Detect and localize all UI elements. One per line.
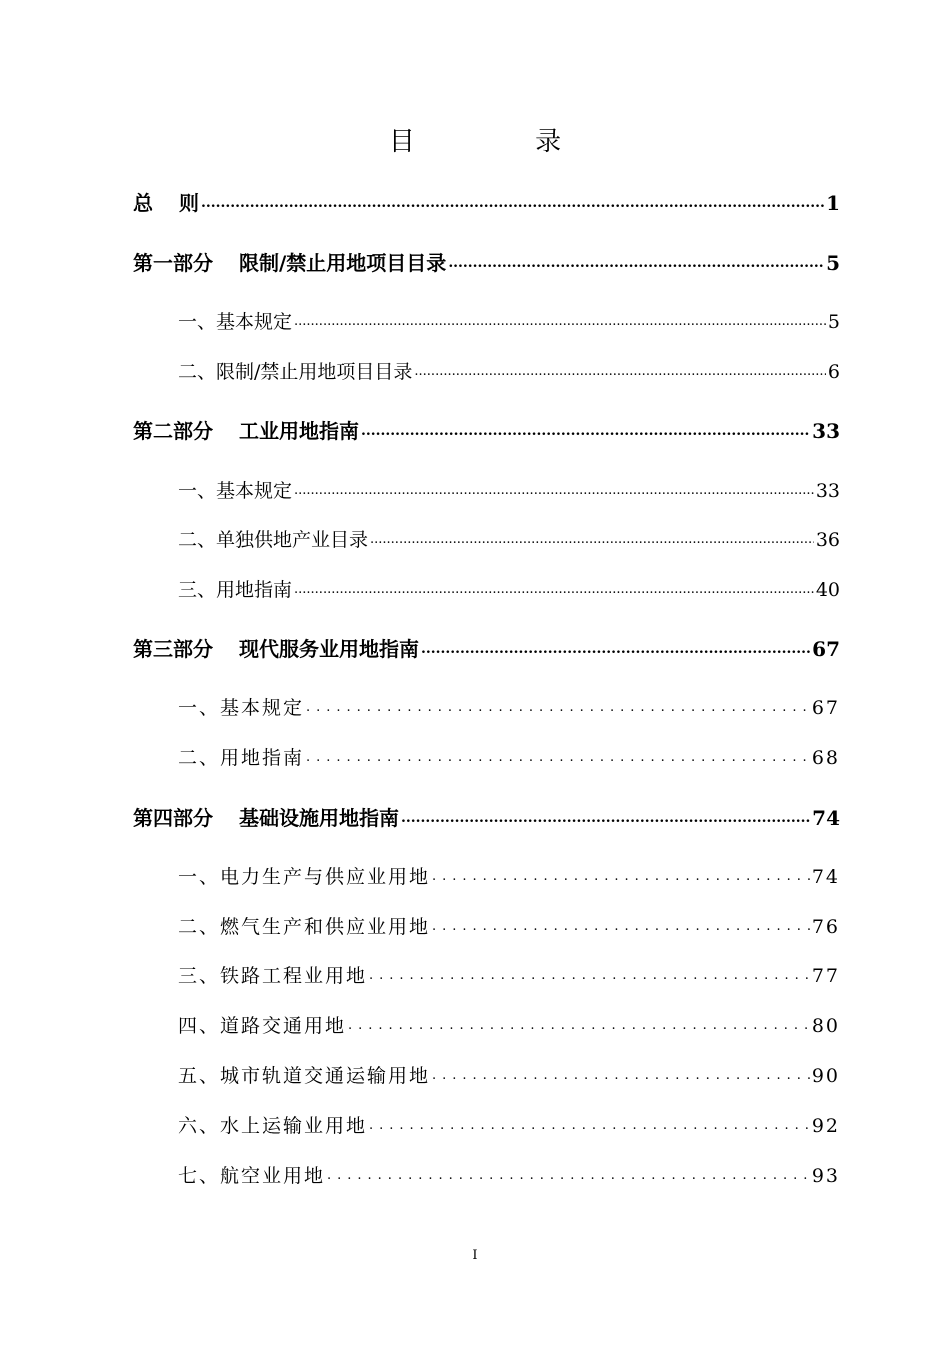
toc-leader — [369, 1111, 810, 1141]
toc-entry-part3-guide[interactable] — [178, 743, 840, 773]
toc-entry-part2[interactable] — [133, 416, 840, 446]
toc-entry-page: 92 — [811, 1115, 840, 1137]
toc-entry-label: 一、基本规定 — [178, 480, 293, 502]
toc-entry-label: 二、单独供地产业目录 — [178, 529, 369, 551]
toc-entry-page: 5 — [827, 311, 840, 333]
toc-entry-label: 五、城市轨道交通运输用地 — [178, 1065, 431, 1087]
toc-entry-part4-water[interactable] — [178, 1111, 840, 1141]
toc-entry-label: 三、用地指南 — [178, 579, 293, 601]
toc-entry-part3[interactable] — [133, 634, 840, 664]
toc-entry-page: 5 — [826, 251, 840, 275]
toc-leader — [294, 307, 826, 337]
toc-entry-part4-gas[interactable] — [178, 912, 840, 942]
toc-entry-label: 第四部分 基础设施用地指南 — [133, 806, 399, 830]
toc-entry-part4[interactable] — [133, 803, 840, 833]
toc-entry-label: 二、用地指南 — [178, 747, 305, 769]
toc-leader — [414, 357, 826, 387]
toc-entry-page: 68 — [811, 747, 840, 769]
toc-entry-page: 80 — [811, 1015, 840, 1037]
toc-entry-page: 1 — [826, 191, 840, 215]
toc-leader — [348, 1011, 810, 1041]
toc-entry-label: 第二部分 工业用地指南 — [133, 419, 359, 443]
toc-entry-part4-road[interactable] — [178, 1011, 840, 1041]
toc-entry-page: 76 — [811, 916, 840, 938]
toc-entry-page: 33 — [812, 419, 840, 443]
toc-leader — [306, 743, 810, 773]
toc-entry-part1-basic[interactable] — [178, 307, 840, 337]
toc-entry-page: 74 — [811, 866, 840, 888]
toc-entry-page: 6 — [827, 361, 840, 383]
toc-entry-label: 一、电力生产与供应业用地 — [178, 866, 431, 888]
toc-leader — [432, 912, 810, 942]
toc-entry-page: 33 — [815, 480, 840, 502]
toc-entry-page: 36 — [815, 529, 840, 551]
toc-entry-part4-metro[interactable] — [178, 1061, 840, 1091]
page-number: I — [472, 1248, 478, 1263]
toc-entry-part1-catalog[interactable] — [178, 357, 840, 387]
toc-leader — [361, 416, 810, 446]
toc-title: 目 录 — [388, 127, 618, 157]
toc-entry-part2-guide[interactable] — [178, 575, 840, 605]
toc-entry-part4-aviation[interactable] — [178, 1161, 840, 1191]
toc-entry-page: 67 — [812, 637, 840, 661]
toc-leader — [432, 862, 810, 892]
toc-leader — [432, 1061, 810, 1091]
toc-leader — [294, 575, 814, 605]
toc-leader — [421, 634, 810, 664]
toc-leader — [294, 476, 814, 506]
toc-entry-label: 一、基本规定 — [178, 697, 305, 719]
toc-entry-label: 第三部分 现代服务业用地指南 — [133, 637, 419, 661]
toc-entry-label: 四、道路交通用地 — [178, 1015, 347, 1037]
toc-leader — [401, 803, 810, 833]
toc-entry-label: 总 则 — [133, 191, 199, 215]
toc-leader — [201, 188, 824, 218]
toc-entry-part2-basic[interactable] — [178, 476, 840, 506]
toc-entry-part1[interactable] — [133, 248, 840, 278]
toc-entry-page: 74 — [812, 806, 840, 830]
toc-entry-page: 40 — [815, 579, 840, 601]
toc-leader — [370, 525, 814, 555]
toc-entry-page: 67 — [811, 697, 840, 719]
toc-leader — [369, 961, 810, 991]
toc-entry-label: 一、基本规定 — [178, 311, 293, 333]
toc-entry-label: 七、航空业用地 — [178, 1165, 326, 1187]
toc-entry-general[interactable] — [133, 188, 840, 218]
toc-entry-part2-catalog[interactable] — [178, 525, 840, 555]
toc-leader — [327, 1161, 810, 1191]
toc-entry-part4-power[interactable] — [178, 862, 840, 892]
toc-entry-page: 90 — [811, 1065, 840, 1087]
toc-entry-label: 三、铁路工程业用地 — [178, 965, 368, 987]
toc-leader — [448, 248, 824, 278]
toc-leader — [306, 693, 810, 723]
toc-entry-label: 六、水上运输业用地 — [178, 1115, 368, 1137]
toc-entry-label: 第一部分 限制/禁止用地项目目录 — [133, 251, 447, 275]
toc-entry-label: 二、燃气生产和供应业用地 — [178, 916, 431, 938]
toc-entry-part3-basic[interactable] — [178, 693, 840, 723]
toc-entry-part4-railway[interactable] — [178, 961, 840, 991]
toc-entry-page: 77 — [811, 965, 840, 987]
toc-entry-page: 93 — [811, 1165, 840, 1187]
toc-entry-label: 二、限制/禁止用地项目目录 — [178, 361, 413, 383]
